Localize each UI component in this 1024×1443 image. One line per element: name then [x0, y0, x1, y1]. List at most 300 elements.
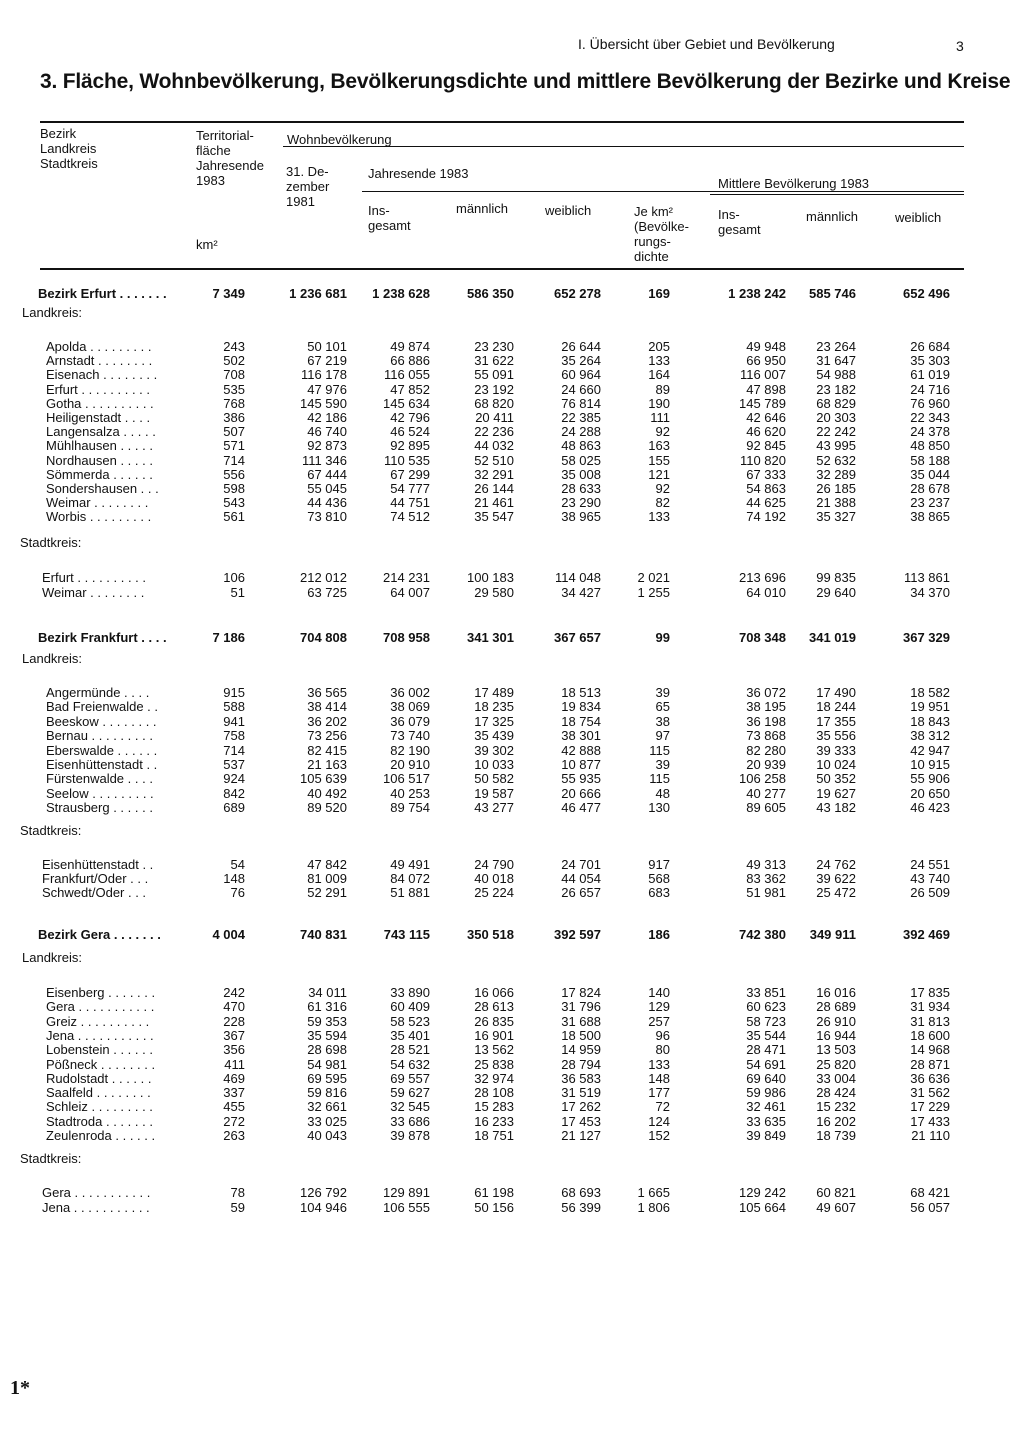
cell-value: 40 018: [474, 871, 514, 886]
cell-value: 917: [648, 857, 670, 872]
row-label: Eisenach . . . . . . . .: [46, 367, 158, 382]
cell-value: 18 843: [910, 714, 950, 729]
table-row: [0, 728, 1024, 743]
table-row: [0, 367, 1024, 382]
cell-value: 42 646: [746, 410, 786, 425]
cell-value: 92: [655, 424, 670, 439]
cell-value: 212 012: [300, 570, 347, 585]
cell-value: 22 343: [910, 410, 950, 425]
col-mittlere-1983: Mittlere Bevölkerung 1983: [718, 176, 870, 191]
cell-value: 924: [223, 771, 245, 786]
cell-value: 386: [223, 410, 245, 425]
cell-value: 568: [648, 871, 670, 886]
table-row: [0, 438, 1024, 453]
cell-value: 46 477: [561, 800, 601, 815]
cell-value: 68 820: [474, 396, 514, 411]
table-row: [0, 1200, 1024, 1215]
cell-value: 163: [648, 438, 670, 453]
row-label: Zeulenroda . . . . . .: [46, 1128, 156, 1143]
row-label: Strausberg . . . . . .: [46, 800, 153, 815]
cell-value: 350 518: [467, 927, 514, 942]
cell-value: 32 661: [307, 1099, 347, 1114]
row-label: Greiz . . . . . . . . . .: [46, 1014, 150, 1029]
cell-value: 39: [655, 757, 670, 772]
cell-value: 28 871: [910, 1057, 950, 1072]
cell-value: 337: [223, 1085, 245, 1100]
cell-value: 44 032: [474, 438, 514, 453]
cell-value: 145 590: [300, 396, 347, 411]
table-row: [0, 757, 1024, 772]
cell-value: 105 664: [739, 1200, 786, 1215]
cell-value: 35 044: [910, 467, 950, 482]
cell-value: 31 647: [816, 353, 856, 368]
stadtkreis-label: Stadtkreis:: [20, 535, 82, 550]
cell-value: 54 777: [390, 481, 430, 496]
table-row: [0, 1028, 1024, 1043]
cell-value: 42 796: [390, 410, 430, 425]
cell-value: 34 427: [561, 585, 601, 600]
row-label: Arnstadt . . . . . . . .: [46, 353, 153, 368]
cell-value: 683: [648, 885, 670, 900]
cell-value: 10 024: [816, 757, 856, 772]
cell-value: 68 829: [816, 396, 856, 411]
table-row: [0, 467, 1024, 482]
cell-value: 31 813: [910, 1014, 950, 1029]
cell-value: 82 280: [746, 743, 786, 758]
cell-value: 31 622: [474, 353, 514, 368]
cell-value: 10 915: [910, 757, 950, 772]
cell-value: 39 849: [746, 1128, 786, 1143]
row-label: Erfurt . . . . . . . . . .: [46, 382, 151, 397]
cell-value: 59 353: [307, 1014, 347, 1029]
cell-value: 571: [223, 438, 245, 453]
cell-value: 392 597: [554, 927, 601, 942]
table-row: [0, 885, 1024, 900]
cell-value: 60 623: [746, 999, 786, 1014]
cell-value: 59 816: [307, 1085, 347, 1100]
col-weiblich-mittel: weiblich: [895, 210, 942, 225]
cell-value: 21 127: [561, 1128, 601, 1143]
cell-value: 26 509: [910, 885, 950, 900]
cell-value: 14 968: [910, 1042, 950, 1057]
cell-value: 96: [655, 1028, 670, 1043]
cell-value: 38 301: [561, 728, 601, 743]
section-header: I. Übersicht über Gebiet und Bevölkerung: [578, 36, 835, 52]
row-label: Rudolstadt . . . . . .: [46, 1071, 152, 1086]
cell-value: 40 492: [307, 786, 347, 801]
cell-value: 36 079: [390, 714, 430, 729]
cell-value: 73 256: [307, 728, 347, 743]
row-label: Fürstenwalde . . . .: [46, 771, 153, 786]
cell-value: 38 865: [910, 509, 950, 524]
cell-value: 92 873: [307, 438, 347, 453]
cell-value: 842: [223, 786, 245, 801]
table-row: [0, 685, 1024, 700]
cell-value: 708 348: [739, 630, 786, 645]
cell-value: 39 333: [816, 743, 856, 758]
cell-value: 89 520: [307, 800, 347, 815]
cell-value: 104 946: [300, 1200, 347, 1215]
cell-value: 31 688: [561, 1014, 601, 1029]
table-row: [0, 771, 1024, 786]
cell-value: 129 891: [383, 1185, 430, 1200]
cell-value: 40 277: [746, 786, 786, 801]
cell-value: 60 821: [816, 1185, 856, 1200]
cell-value: 169: [648, 286, 670, 301]
cell-value: 126 792: [300, 1185, 347, 1200]
cell-value: 18 739: [816, 1128, 856, 1143]
cell-value: 36 636: [910, 1071, 950, 1086]
cell-value: 13 562: [474, 1042, 514, 1057]
cell-value: 23 192: [474, 382, 514, 397]
cell-value: 941: [223, 714, 245, 729]
cell-value: 54 691: [746, 1057, 786, 1072]
stadtkreis-label: Stadtkreis:: [20, 1151, 82, 1166]
cell-value: 1 236 681: [289, 286, 347, 301]
cell-value: 33 890: [390, 985, 430, 1000]
cell-value: 17 489: [474, 685, 514, 700]
cell-value: 598: [223, 481, 245, 496]
table-row: [0, 585, 1024, 600]
cell-value: 145 789: [739, 396, 786, 411]
row-label: Seelow . . . . . . . . .: [46, 786, 154, 801]
cell-value: 44 436: [307, 495, 347, 510]
cell-value: 502: [223, 353, 245, 368]
cell-value: 152: [648, 1128, 670, 1143]
table-row: [0, 1085, 1024, 1100]
cell-value: 67 333: [746, 467, 786, 482]
cell-value: 40 043: [307, 1128, 347, 1143]
row-label: Jena . . . . . . . . . . .: [46, 1028, 154, 1043]
bezirk-row: [0, 630, 1024, 645]
cell-value: 82 415: [307, 743, 347, 758]
cell-value: 35 327: [816, 509, 856, 524]
cell-value: 133: [648, 509, 670, 524]
cell-value: 26 144: [474, 481, 514, 496]
cell-value: 65: [655, 699, 670, 714]
cell-value: 69 640: [746, 1071, 786, 1086]
cell-value: 31 796: [561, 999, 601, 1014]
cell-value: 21 163: [307, 757, 347, 772]
row-label: Bad Freienwalde . .: [46, 699, 159, 714]
top-rule: [40, 121, 964, 123]
cell-value: 39 622: [816, 871, 856, 886]
cell-value: 68 421: [910, 1185, 950, 1200]
cell-value: 18 582: [910, 685, 950, 700]
cell-value: 133: [648, 353, 670, 368]
table-row: [0, 699, 1024, 714]
cell-value: 915: [223, 685, 245, 700]
landkreis-label: Landkreis:: [22, 305, 82, 320]
cell-value: 190: [648, 396, 670, 411]
col-maennlich-mittel: männlich: [806, 209, 859, 224]
cell-value: 51 981: [746, 885, 786, 900]
cell-value: 110 820: [739, 453, 786, 468]
cell-value: 116 055: [383, 367, 430, 382]
cell-value: 32 291: [474, 467, 514, 482]
table-row: [0, 382, 1024, 397]
cell-value: 72: [655, 1099, 670, 1114]
table-row: [0, 714, 1024, 729]
cell-value: 47 852: [390, 382, 430, 397]
cell-value: 55 091: [474, 367, 514, 382]
cell-value: 7 186: [212, 630, 245, 645]
cell-value: 18 235: [474, 699, 514, 714]
cell-value: 20 910: [390, 757, 430, 772]
cell-value: 24 378: [910, 424, 950, 439]
cell-value: 106 258: [739, 771, 786, 786]
cell-value: 61 019: [910, 367, 950, 382]
cell-value: 586 350: [467, 286, 514, 301]
cell-value: 49 948: [746, 339, 786, 354]
cell-value: 35 556: [816, 728, 856, 743]
cell-value: 56 057: [910, 1200, 950, 1215]
cell-value: 33 851: [746, 985, 786, 1000]
table-row: [0, 871, 1024, 886]
cell-value: 111 346: [301, 453, 347, 468]
cell-value: 537: [223, 757, 245, 772]
cell-value: 33 635: [746, 1114, 786, 1129]
cell-value: 469: [223, 1071, 245, 1086]
cell-value: 82: [655, 495, 670, 510]
cell-value: 49 491: [390, 857, 430, 872]
cell-value: 535: [223, 382, 245, 397]
cell-value: 63 725: [307, 585, 347, 600]
cell-value: 17 490: [816, 685, 856, 700]
cell-value: 25 820: [816, 1057, 856, 1072]
row-label: Bernau . . . . . . . . .: [46, 728, 153, 743]
row-label: Stadtroda . . . . . . .: [46, 1114, 153, 1129]
cell-value: 263: [223, 1128, 245, 1143]
cell-value: 708 958: [383, 630, 430, 645]
cell-value: 1 238 242: [728, 286, 786, 301]
cell-value: 58 723: [746, 1014, 786, 1029]
cell-value: 19 627: [816, 786, 856, 801]
col-insgesamt: Ins- gesamt: [368, 203, 411, 233]
cell-value: 50 352: [816, 771, 856, 786]
cell-value: 99 835: [816, 570, 856, 585]
cell-value: 768: [223, 396, 245, 411]
table-row: [0, 1042, 1024, 1057]
cell-value: 33 686: [390, 1114, 430, 1129]
cell-value: 106 517: [383, 771, 430, 786]
cell-value: 43 277: [474, 800, 514, 815]
cell-value: 23 264: [816, 339, 856, 354]
bezirk-row: [0, 927, 1024, 942]
cell-value: 76 814: [561, 396, 601, 411]
cell-value: 18 500: [561, 1028, 601, 1043]
rule-jahresende: [362, 191, 964, 192]
cell-value: 32 461: [746, 1099, 786, 1114]
cell-value: 25 224: [474, 885, 514, 900]
cell-value: 130: [648, 800, 670, 815]
cell-value: 67 299: [390, 467, 430, 482]
cell-value: 16 944: [816, 1028, 856, 1043]
row-label: Sondershausen . . .: [46, 481, 159, 496]
cell-value: 19 587: [474, 786, 514, 801]
cell-value: 42 888: [561, 743, 601, 758]
cell-value: 23 230: [474, 339, 514, 354]
cell-value: 148: [223, 871, 245, 886]
cell-value: 164: [648, 367, 670, 382]
cell-value: 129 242: [739, 1185, 786, 1200]
row-label: Weimar . . . . . . . .: [42, 585, 145, 600]
cell-value: 99: [655, 630, 670, 645]
table-row: [0, 1071, 1024, 1086]
row-label: Worbis . . . . . . . . .: [46, 509, 152, 524]
cell-value: 21 388: [816, 495, 856, 510]
col-territorial: Territorial- fläche Jahresende 1983: [196, 128, 264, 188]
table-row: [0, 985, 1024, 1000]
cell-value: 34 011: [308, 985, 347, 1000]
cell-value: 60 964: [561, 367, 601, 382]
cell-value: 18 754: [561, 714, 601, 729]
cell-value: 708: [223, 367, 245, 382]
cell-value: 111: [650, 410, 670, 425]
row-label: Nordhausen . . . . .: [46, 453, 153, 468]
cell-value: 38 965: [561, 509, 601, 524]
cell-value: 177: [648, 1085, 670, 1100]
cell-value: 58 025: [561, 453, 601, 468]
cell-value: 18 513: [561, 685, 601, 700]
cell-value: 49 874: [390, 339, 430, 354]
cell-value: 39 302: [474, 743, 514, 758]
cell-value: 48 850: [910, 438, 950, 453]
cell-value: 42 947: [910, 743, 950, 758]
row-label: Apolda . . . . . . . . .: [46, 339, 152, 354]
cell-value: 36 583: [561, 1071, 601, 1086]
row-label: Beeskow . . . . . . . .: [46, 714, 157, 729]
cell-value: 35 303: [910, 353, 950, 368]
bezirk-row: [0, 286, 1024, 301]
cell-value: 28 471: [746, 1042, 786, 1057]
cell-value: 21 461: [474, 495, 514, 510]
cell-value: 80: [655, 1042, 670, 1057]
cell-value: 42 186: [307, 410, 347, 425]
cell-value: 470: [223, 999, 245, 1014]
cell-value: 76 960: [910, 396, 950, 411]
cell-value: 46 740: [307, 424, 347, 439]
cell-value: 59 986: [746, 1085, 786, 1100]
cell-value: 55 935: [561, 771, 601, 786]
cell-value: 115: [649, 771, 670, 786]
cell-value: 36 198: [746, 714, 786, 729]
cell-value: 23 290: [561, 495, 601, 510]
cell-value: 28 794: [561, 1057, 601, 1072]
cell-value: 257: [648, 1014, 670, 1029]
cell-value: 83 362: [746, 871, 786, 886]
cell-value: 16 901: [474, 1028, 514, 1043]
cell-value: 588: [223, 699, 245, 714]
row-label: Eisenhüttenstadt . .: [42, 857, 154, 872]
rule-mittlere: [710, 194, 964, 195]
cell-value: 38 195: [746, 699, 786, 714]
cell-value: 28 108: [474, 1085, 514, 1100]
cell-value: 205: [648, 339, 670, 354]
stadtkreis-label: Stadtkreis:: [20, 823, 82, 838]
cell-value: 26 185: [816, 481, 856, 496]
table-row: [0, 339, 1024, 354]
row-label: Eberswalde . . . . . .: [46, 743, 158, 758]
cell-value: 356: [223, 1042, 245, 1057]
cell-value: 1 238 628: [372, 286, 430, 301]
cell-value: 54: [230, 857, 245, 872]
cell-value: 24 551: [910, 857, 950, 872]
cell-value: 1 255: [637, 585, 670, 600]
cell-value: 742 380: [739, 927, 786, 942]
cell-value: 411: [224, 1057, 245, 1072]
cell-value: 26 644: [561, 339, 601, 354]
row-label: Saalfeld . . . . . . . .: [46, 1085, 151, 1100]
cell-value: 55 045: [307, 481, 347, 496]
cell-value: 31 562: [910, 1085, 950, 1100]
table-row: [0, 1099, 1024, 1114]
cell-value: 59 627: [390, 1085, 430, 1100]
cell-value: 52 632: [816, 453, 856, 468]
table-row: [0, 424, 1024, 439]
cell-value: 33 004: [816, 1071, 856, 1086]
cell-value: 18 244: [816, 699, 856, 714]
row-label: Frankfurt/Oder . . .: [42, 871, 149, 886]
cell-value: 20 939: [746, 757, 786, 772]
cell-value: 32 289: [816, 467, 856, 482]
row-label: Heiligenstadt . . . .: [46, 410, 151, 425]
row-label: Bezirk Erfurt . . . . . . .: [38, 286, 167, 301]
cell-value: 367: [223, 1028, 245, 1043]
cell-value: 28 698: [307, 1042, 347, 1057]
cell-value: 17 262: [561, 1099, 601, 1114]
cell-value: 507: [223, 424, 245, 439]
cell-value: 155: [648, 453, 670, 468]
cell-value: 92 845: [746, 438, 786, 453]
cell-value: 64 007: [390, 585, 430, 600]
cell-value: 714: [223, 743, 245, 758]
cell-value: 24 701: [561, 857, 601, 872]
cell-value: 35 544: [746, 1028, 786, 1043]
cell-value: 44 054: [561, 871, 601, 886]
cell-value: 214 231: [383, 570, 430, 585]
cell-value: 228: [223, 1014, 245, 1029]
cell-value: 341 301: [467, 630, 514, 645]
cell-value: 38 312: [910, 728, 950, 743]
cell-value: 21 110: [911, 1128, 950, 1143]
landkreis-label: Landkreis:: [22, 651, 82, 666]
cell-value: 36 002: [390, 685, 430, 700]
cell-value: 19 951: [910, 699, 950, 714]
cell-value: 367 657: [554, 630, 601, 645]
cell-value: 148: [648, 1071, 670, 1086]
table-row: [0, 857, 1024, 872]
cell-value: 20 411: [475, 410, 514, 425]
cell-value: 97: [655, 728, 670, 743]
row-label: Langensalza . . . . .: [46, 424, 156, 439]
row-label: Gera . . . . . . . . . . .: [46, 999, 155, 1014]
cell-value: 25 472: [816, 885, 856, 900]
cell-value: 242: [223, 985, 245, 1000]
cell-value: 51: [230, 585, 245, 600]
cell-value: 36 072: [746, 685, 786, 700]
cell-value: 16 202: [816, 1114, 856, 1129]
col-jahresende-1983: Jahresende 1983: [368, 166, 469, 181]
cell-value: 543: [223, 495, 245, 510]
cell-value: 31 934: [910, 999, 950, 1014]
cell-value: 51 881: [390, 885, 430, 900]
cell-value: 243: [223, 339, 245, 354]
cell-value: 17 824: [561, 985, 601, 1000]
cell-value: 17 835: [910, 985, 950, 1000]
cell-value: 704 808: [300, 630, 347, 645]
cell-value: 49 313: [746, 857, 786, 872]
